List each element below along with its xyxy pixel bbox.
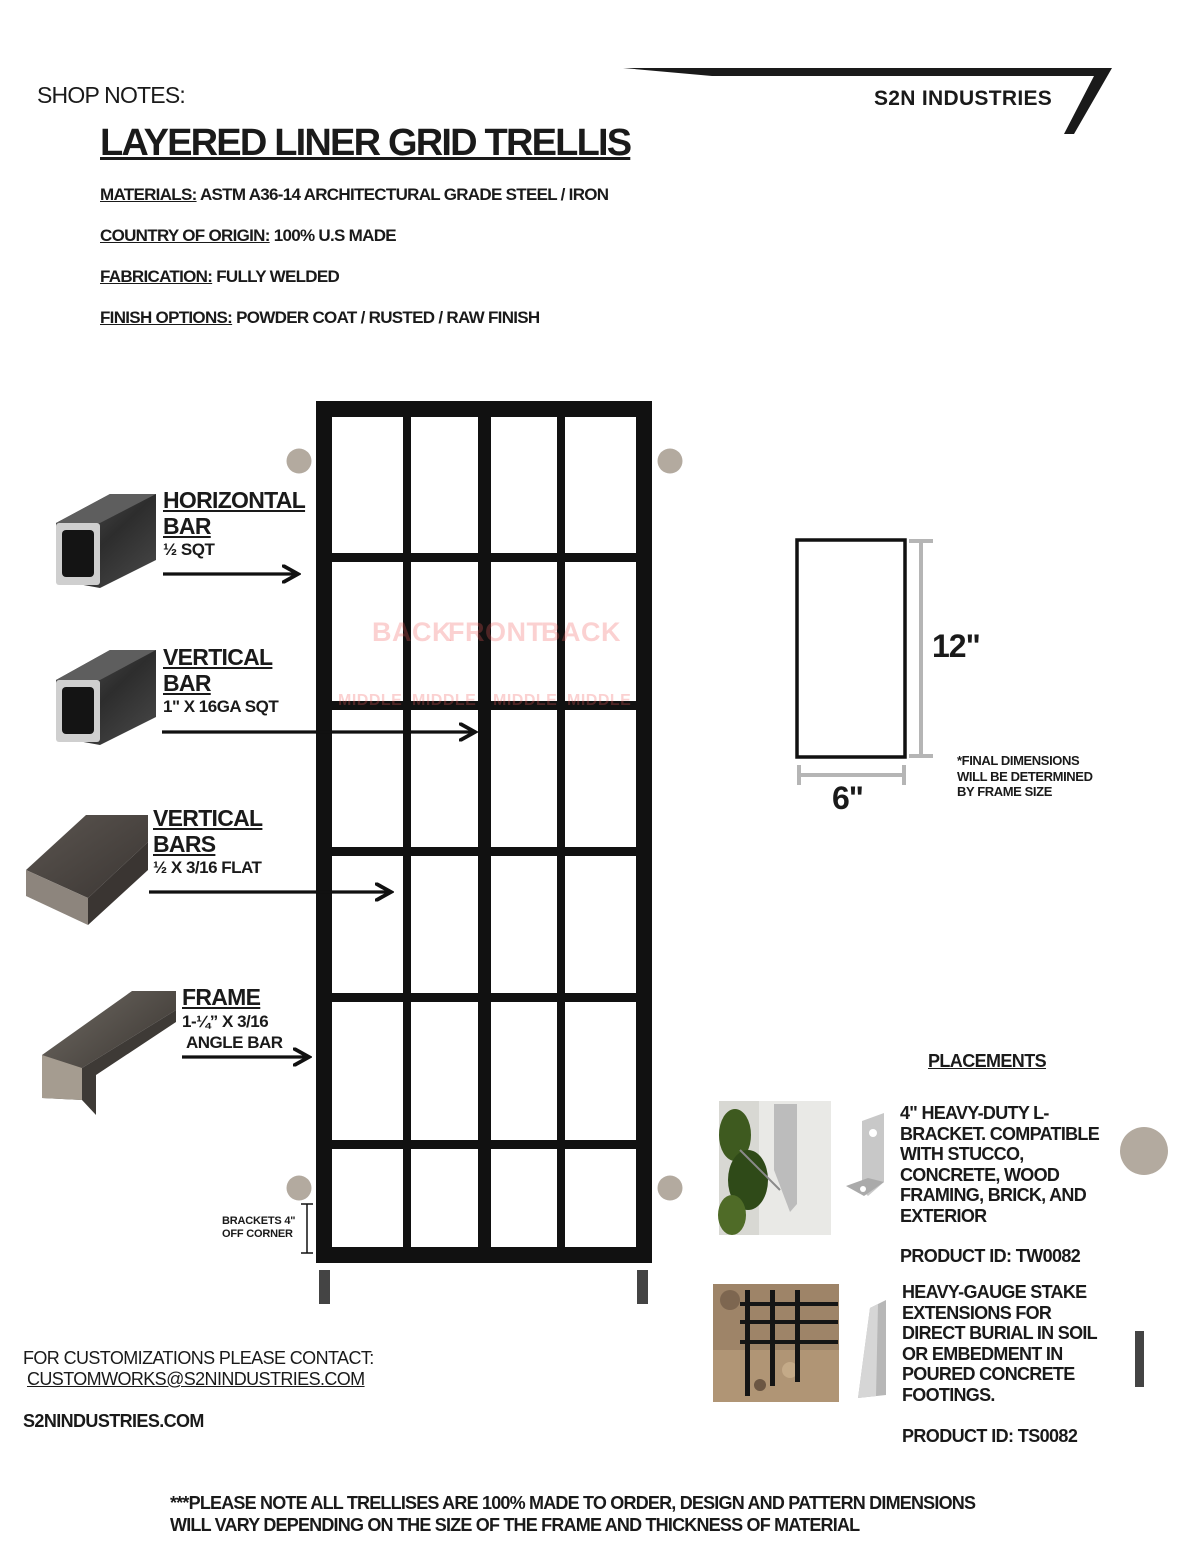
- stake-leg: [319, 1270, 330, 1304]
- height-dimension-label: 12": [932, 628, 980, 664]
- stake-product-id: PRODUCT ID: TS0082: [902, 1426, 1078, 1446]
- horizontal-bar-label: [163, 487, 305, 560]
- brand-name: S2N INDUSTRIES: [874, 87, 1053, 110]
- spec-value: POWDER COAT / RUSTED / RAW FINISH: [232, 308, 540, 327]
- mount-dot: [287, 449, 312, 474]
- description-line: EXTERIOR: [900, 1205, 987, 1226]
- mount-dot: [287, 1176, 312, 1201]
- description-line: OR EMBEDMENT IN: [902, 1343, 1063, 1364]
- spec-key: MATERIALS:: [100, 185, 197, 204]
- spec-value: ASTM A36-14 ARCHITECTURAL GRADE STEEL / IRON: [196, 185, 609, 204]
- vertical-bar-label: [163, 644, 278, 717]
- contact-line: FOR CUSTOMIZATIONS PLEASE CONTACT:: [23, 1348, 374, 1368]
- description-line: FOOTINGS.: [902, 1384, 995, 1405]
- note-line: WILL BE DETERMINED: [957, 768, 1093, 784]
- description-line: HEAVY-GAUGE STAKE: [902, 1282, 1087, 1302]
- component-size: ANGLE BAR: [186, 1033, 283, 1052]
- horizontal-bar: [324, 1140, 644, 1149]
- component-size: ½ SQT: [163, 540, 215, 559]
- placements-heading: PLACEMENTS: [928, 1051, 1047, 1071]
- disclaimer-line: WILL VARY DEPENDING ON THE SIZE OF THE FRAME AND THICKNESS OF MATERIAL: [170, 1515, 860, 1535]
- final-dimensions-note: [957, 753, 1093, 800]
- component-title: VERTICAL: [153, 805, 263, 831]
- mount-dot: [658, 1176, 683, 1201]
- contact-email-link[interactable]: CUSTOMWORKS@S2NINDUSTRIES.COM: [27, 1369, 365, 1389]
- spec-key: FINISH OPTIONS:: [100, 308, 233, 327]
- width-dimension-label: 6": [832, 780, 863, 816]
- vertical-bars-label: [153, 805, 262, 878]
- bracket-installed-photo: [718, 1101, 831, 1235]
- vertical-square-bar: [478, 409, 491, 1255]
- square-tube-picture-vertical: [56, 650, 156, 745]
- watermark-middle: MIDDLE: [567, 692, 632, 709]
- component-title: VERTICAL: [163, 644, 273, 670]
- watermark-back: BACK: [541, 617, 621, 647]
- component-size: 1-¼” X 3/16: [182, 1012, 269, 1031]
- description-line: POURED CONCRETE: [902, 1364, 1075, 1385]
- description-line: DIRECT BURIAL IN SOIL: [902, 1323, 1097, 1344]
- component-title: BAR: [163, 513, 211, 539]
- stake-leg: [637, 1270, 648, 1304]
- horizontal-bar: [324, 847, 644, 856]
- made-to-order-disclaimer: [170, 1492, 975, 1536]
- description-line: FRAMING, BRICK, AND: [900, 1185, 1087, 1206]
- component-title: FRAME: [182, 984, 261, 1010]
- watermark-middle: MIDDLE: [412, 692, 477, 709]
- stake-extension-picture: [858, 1300, 886, 1398]
- mount-dot: [1120, 1127, 1168, 1175]
- angle-bar-picture: [42, 991, 176, 1115]
- component-size: ½ X 3/16 FLAT: [153, 858, 262, 877]
- spec-key: COUNTRY OF ORIGIN:: [100, 226, 270, 245]
- vertical-flat-bar: [403, 409, 411, 1255]
- description-line: CONCRETE, WOOD: [900, 1164, 1060, 1185]
- bracket-description: [900, 1103, 1099, 1227]
- note-line: OFF CORNER: [222, 1228, 293, 1240]
- watermark-middle: MIDDLE: [338, 692, 403, 709]
- flat-bar-picture: [26, 815, 148, 925]
- stake-description: [902, 1282, 1097, 1406]
- vertical-flat-bar: [557, 409, 565, 1255]
- mount-dot: [658, 449, 683, 474]
- bracket-product-id: PRODUCT ID: TW0082: [900, 1246, 1081, 1266]
- l-bracket-picture: [846, 1113, 884, 1196]
- note-line: BY FRAME SIZE: [957, 784, 1052, 799]
- brackets-offset-note: [222, 1215, 295, 1241]
- contact-block: [23, 1348, 374, 1390]
- spec-key: FABRICATION:: [100, 267, 213, 286]
- website-link[interactable]: S2NINDUSTRIES.COM: [23, 1411, 204, 1431]
- disclaimer-line: ***PLEASE NOTE ALL TRELLISES ARE 100% MADE TO ORDER, DESIGN AND PATTERN DIMENSIONS: [170, 1493, 976, 1513]
- stake-installed-photo: [713, 1284, 839, 1402]
- page-title: LAYERED LINER GRID TRELLIS: [100, 122, 631, 164]
- description-line: BRACKET. COMPATIBLE: [900, 1123, 1100, 1144]
- spec-value: FULLY WELDED: [212, 267, 340, 286]
- note-line: *FINAL DIMENSIONS: [957, 753, 1080, 768]
- component-title: BARS: [153, 831, 216, 857]
- note-line: BRACKETS 4": [222, 1215, 296, 1227]
- description-line: EXTENSIONS FOR: [902, 1302, 1052, 1323]
- horizontal-bar: [324, 993, 644, 1002]
- watermark-middle: MIDDLE: [493, 692, 558, 709]
- horizontal-bar: [324, 553, 644, 562]
- watermark-front: FRONT: [448, 617, 544, 647]
- description-line: 4" HEAVY-DUTY L-: [900, 1103, 1049, 1123]
- component-title: HORIZONTAL: [163, 487, 306, 513]
- watermark-back: BACK: [372, 617, 452, 647]
- component-size: 1" X 16GA SQT: [163, 697, 279, 716]
- component-title: BAR: [163, 670, 211, 696]
- stake-leg: [1135, 1331, 1144, 1387]
- description-line: WITH STUCCO,: [900, 1144, 1024, 1165]
- dimension-box: [797, 540, 905, 757]
- shop-notes-label: SHOP NOTES:: [37, 82, 185, 108]
- frame-label: [182, 984, 283, 1053]
- spec-value: 100% U.S MADE: [269, 226, 396, 245]
- square-tube-picture-horizontal: [56, 494, 156, 588]
